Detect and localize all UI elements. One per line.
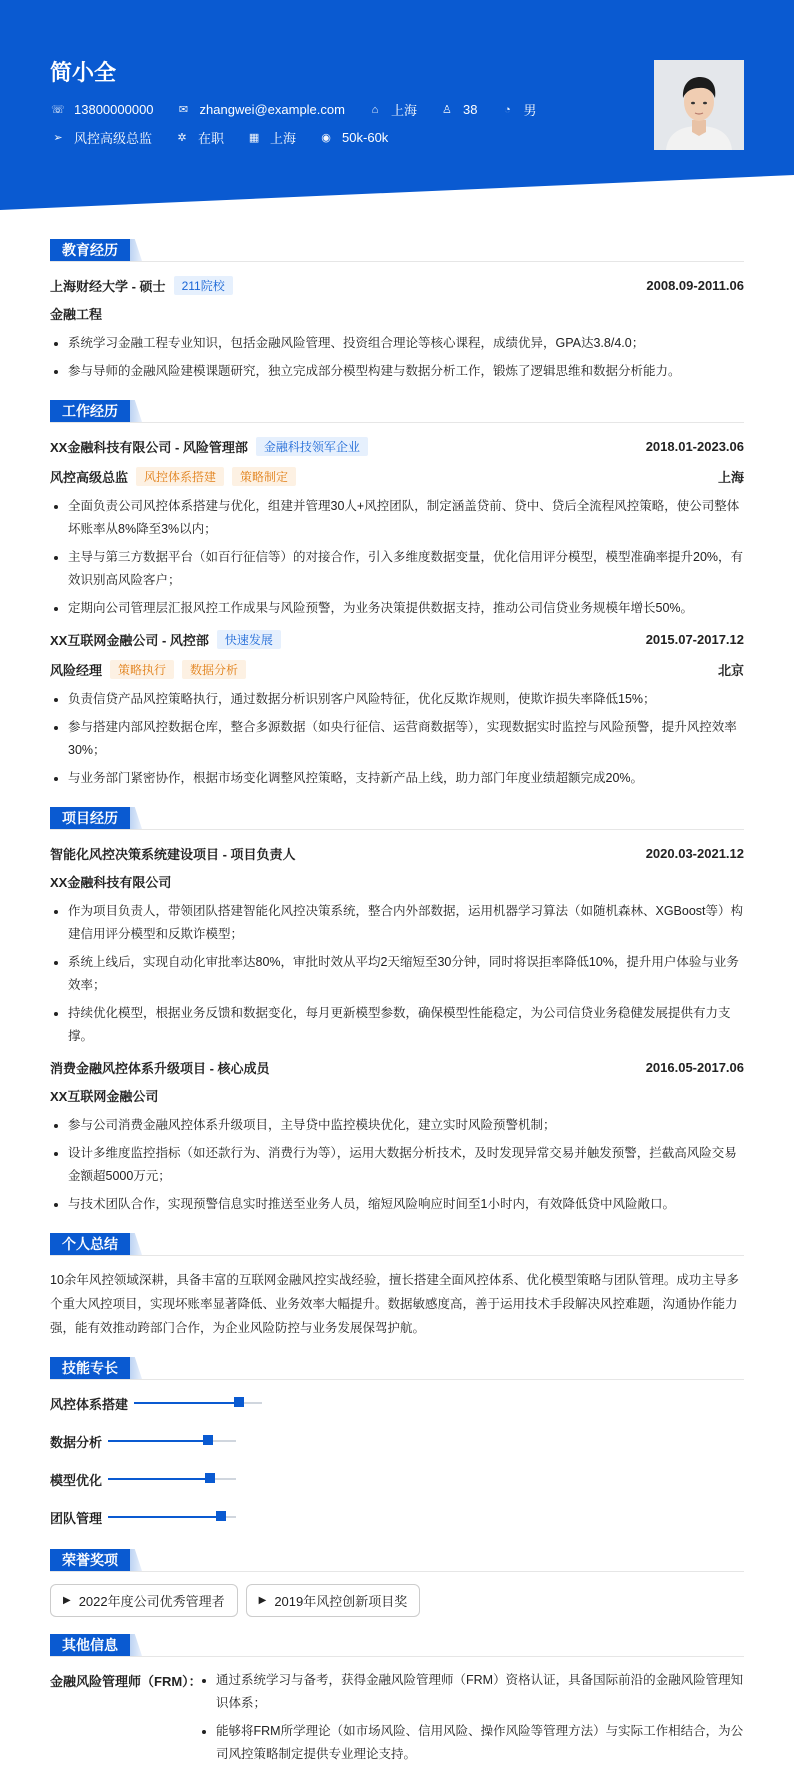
salary-text: 50k-60k xyxy=(342,130,389,145)
status-info xyxy=(174,128,224,147)
section-title xyxy=(50,1546,744,1572)
work-role-row xyxy=(50,465,744,487)
skill-bar-fill xyxy=(134,1402,239,1404)
skill-name: 风控体系搭建 xyxy=(50,1396,129,1412)
list-item: 参与搭建内部风控数据仓库，整合多源数据（如央行征信、运营商数据等），实现数据实时监控与风险预警，提升风控效率30%； xyxy=(50,716,744,762)
skill-bar-fill xyxy=(108,1516,221,1518)
role-tag: 数据分析 xyxy=(182,660,246,679)
award-item xyxy=(246,1584,421,1617)
skills-grid xyxy=(50,1392,744,1544)
project-section xyxy=(50,804,744,1216)
project-date: 2016.05-2017.06 xyxy=(645,1059,744,1075)
work-role-row xyxy=(50,658,744,680)
play-icon: ▶ xyxy=(258,1595,267,1606)
summary-title: 个人总结 xyxy=(50,1233,130,1255)
status-text: 在职 xyxy=(198,131,225,146)
status-icon: ✲ xyxy=(177,132,187,144)
list-item: 负责信贷产品风控策略执行，通过数据分析识别客户风险特征，优化反欺诈规则，使欺诈损失率降低15%； xyxy=(50,688,744,711)
section-title xyxy=(50,1230,744,1256)
certificate-label: 金融风险管理师（FRM）： xyxy=(50,1674,202,1689)
city-info xyxy=(246,128,296,147)
gender-text: 男 xyxy=(523,103,537,118)
education-date: 2008.09-2011.06 xyxy=(646,277,744,293)
phone-info xyxy=(50,102,154,117)
list-item: 设计多维度监控指标（如还款行为、消费行为等），运用大数据分析技术，及时发现异常交易并触发预警，拦截高风险交易金额超5000万元； xyxy=(50,1142,744,1188)
list-item: 定期向公司管理层汇报风控工作成果与风险预警，为业务决策提供数据支持，推动公司信贷业务规模年增长50%。 xyxy=(50,597,744,620)
award-text: 2019年风控创新项目奖 xyxy=(274,1594,408,1609)
list-item: 全面负责公司风控体系搭建与优化，组建并管理30人+风控团队，制定涵盖贷前、贷中、贷后全流程风控策略，使公司整体坏账率从8%降至3%以内； xyxy=(50,495,744,541)
major: 金融工程 xyxy=(50,307,103,322)
project-list xyxy=(50,1114,744,1216)
company-tag: 金融科技领军企业 xyxy=(256,437,368,456)
list-item: 与技术团队合作，实现预警信息实时推送至业务人员，缩短风险响应时间至1小时内，有效降低贷中风险敞口。 xyxy=(50,1193,744,1216)
list-item: 参与导师的金融风险建模课题研究，独立完成部分模型构建与数据分析工作，锻炼了逻辑思维和数据分析能力。 xyxy=(50,360,744,383)
education-section xyxy=(50,236,744,383)
list-item: 系统学习金融工程专业知识，包括金融风险管理、投资组合理论等核心课程，成绩优异，GPA达3.8/4.0； xyxy=(50,332,744,355)
other-section xyxy=(50,1631,744,1771)
education-list xyxy=(50,332,744,383)
work-date: 2018.01-2023.06 xyxy=(645,438,744,454)
summary-section xyxy=(50,1230,744,1340)
skill-bar-knob xyxy=(203,1435,213,1445)
project-name: 智能化风控决策系统建设项目 - 项目负责人 xyxy=(50,846,296,862)
phone-icon: ☏ xyxy=(51,104,65,116)
list-item: 能够将FRM所学理论（如市场风险、信用风险、操作风险等管理方法）与实际工作相结合，为公司风控策略制定提供专业理论支持。 xyxy=(198,1720,744,1766)
city-text: 上海 xyxy=(270,131,297,146)
avatar-portrait-icon xyxy=(654,60,744,150)
company-name: XX互联网金融公司 - 风控部 xyxy=(50,632,209,648)
skill-bar xyxy=(134,1402,262,1404)
job-intent-row xyxy=(50,128,410,147)
role-name: 风险经理 xyxy=(50,662,103,678)
section-title xyxy=(50,236,744,262)
skill-bar xyxy=(108,1478,236,1480)
skill-bar-knob xyxy=(216,1511,226,1521)
project-header xyxy=(50,1056,744,1078)
gender-icon: ◔ xyxy=(504,103,511,116)
send-icon: ➢ xyxy=(53,132,63,144)
list-item: 作为项目负责人，带领团队搭建智能化风控决策系统，整合内外部数据，运用机器学习算法（如随机森林、XGBoost等）构建信用评分模型和反欺诈模型； xyxy=(50,900,744,946)
work-title: 工作经历 xyxy=(50,400,130,422)
list-item: 系统上线后，实现自动化审批率达80%，审批时效从平均2天缩短至30分钟，同时将误拒率降低10%，提升用户体验与业务效率； xyxy=(50,951,744,997)
section-title xyxy=(50,397,744,423)
role-name: 风控高级总监 xyxy=(50,469,129,485)
project-org: XX金融科技有限公司 xyxy=(50,875,172,890)
skill-name: 团队管理 xyxy=(50,1510,103,1526)
project-name: 消费金融风控体系升级项目 - 核心成员 xyxy=(50,1060,270,1076)
work-list xyxy=(50,688,744,790)
education-title: 教育经历 xyxy=(50,239,130,261)
project-org: XX互联网金融公司 xyxy=(50,1089,159,1104)
position-text: 风控高级总监 xyxy=(74,131,153,146)
project-header xyxy=(50,842,744,864)
skill-item xyxy=(50,1392,402,1414)
work-list xyxy=(50,495,744,620)
list-item: 持续优化模型，根据业务反馈和数据变化，每月更新模型参数，确保模型性能稳定，为公司信贷业务稳健发展提供有力支撑。 xyxy=(50,1002,744,1048)
avatar xyxy=(654,60,744,150)
skills-section xyxy=(50,1354,744,1544)
section-title xyxy=(50,804,744,830)
location-info xyxy=(367,100,417,119)
skill-bar-fill xyxy=(108,1440,208,1442)
work-city: 北京 xyxy=(717,662,744,678)
gender-info xyxy=(499,100,536,119)
skill-item xyxy=(50,1468,402,1490)
awards-section xyxy=(50,1546,744,1617)
skill-name: 数据分析 xyxy=(50,1434,103,1450)
skill-bar xyxy=(108,1440,236,1442)
list-item: 通过系统学习与备考，获得金融风险管理师（FRM）资格认证，具备国际前沿的金融风险管理知识体系； xyxy=(198,1669,744,1715)
skill-bar-fill xyxy=(108,1478,210,1480)
location-text: 上海 xyxy=(390,103,417,118)
age-text: 38 xyxy=(462,102,478,117)
phone-text: 13800000000 xyxy=(74,102,154,117)
project-list xyxy=(50,900,744,1048)
building-icon: ▦ xyxy=(248,132,260,144)
company-tag: 快速发展 xyxy=(217,630,281,649)
play-icon: ▶ xyxy=(63,1595,71,1606)
other-info xyxy=(50,1669,744,1771)
email-info xyxy=(176,102,345,117)
age-info xyxy=(439,102,477,117)
mail-icon: ✉ xyxy=(178,104,189,116)
work-header xyxy=(50,435,744,457)
certificate-list xyxy=(198,1669,744,1771)
skill-item xyxy=(50,1506,402,1528)
salary-icon: ◉ xyxy=(321,132,331,144)
school-name: 上海财经大学 - 硕士 xyxy=(50,278,166,294)
work-header xyxy=(50,628,744,650)
position-info xyxy=(50,128,152,147)
project-date: 2020.03-2021.12 xyxy=(645,845,744,861)
list-item: 主导与第三方数据平台（如百行征信等）的对接合作，引入多维度数据变量，优化信用评分模型，模型准确率提升20%，有效识别高风险客户； xyxy=(50,546,744,592)
section-title xyxy=(50,1354,744,1380)
list-item: 与业务部门紧密协作，根据市场变化调整风控策略，支持新产品上线，助力部门年度业绩超额完成20%。 xyxy=(50,767,744,790)
school-tag: 211院校 xyxy=(174,276,233,295)
role-tag: 策略执行 xyxy=(110,660,174,679)
role-tag: 风控体系搭建 xyxy=(136,467,224,486)
age-icon: ♙ xyxy=(442,104,452,116)
awards-title: 荣誉奖项 xyxy=(50,1549,130,1571)
skill-bar-knob xyxy=(234,1397,244,1407)
skills-title: 技能专长 xyxy=(50,1357,130,1379)
skill-bar-knob xyxy=(205,1473,215,1483)
skill-bar xyxy=(108,1516,236,1518)
salary-info xyxy=(318,130,388,145)
awards-list xyxy=(50,1584,744,1617)
home-icon: ⌂ xyxy=(371,103,379,116)
candidate-name: 简小全 xyxy=(50,60,117,85)
education-header xyxy=(50,274,744,296)
contact-row xyxy=(50,100,558,119)
role-tag: 策略制定 xyxy=(232,467,296,486)
project-title: 项目经历 xyxy=(50,807,130,829)
summary-text: 10余年风控领域深耕，具备丰富的互联网金融风控实战经验，擅长搭建全面风控体系、优化模型策略与团队管理。成功主导多个重大风控项目，实现坏账率显著降低、业务效率大幅提升。数据敏感度高，善于运用技术手段解决风控难题，沟通协作能力强，能有效推动跨部门合作，为企业风险防控与业务发展保驾护航。 xyxy=(50,1273,739,1335)
award-text: 2022年度公司优秀管理者 xyxy=(78,1594,225,1609)
other-title: 其他信息 xyxy=(50,1634,130,1656)
company-name: XX金融科技有限公司 - 风险管理部 xyxy=(50,439,248,455)
work-city: 上海 xyxy=(717,469,744,485)
skill-name: 模型优化 xyxy=(50,1472,103,1488)
skill-item xyxy=(50,1430,402,1452)
award-item xyxy=(50,1584,238,1617)
resume-body xyxy=(50,226,744,1771)
email-text: zhangwei@example.com xyxy=(199,102,345,117)
list-item: 参与公司消费金融风控体系升级项目，主导贷中监控模块优化，建立实时风险预警机制； xyxy=(50,1114,744,1137)
section-title xyxy=(50,1631,744,1657)
work-date: 2015.07-2017.12 xyxy=(645,631,744,647)
work-section xyxy=(50,397,744,790)
